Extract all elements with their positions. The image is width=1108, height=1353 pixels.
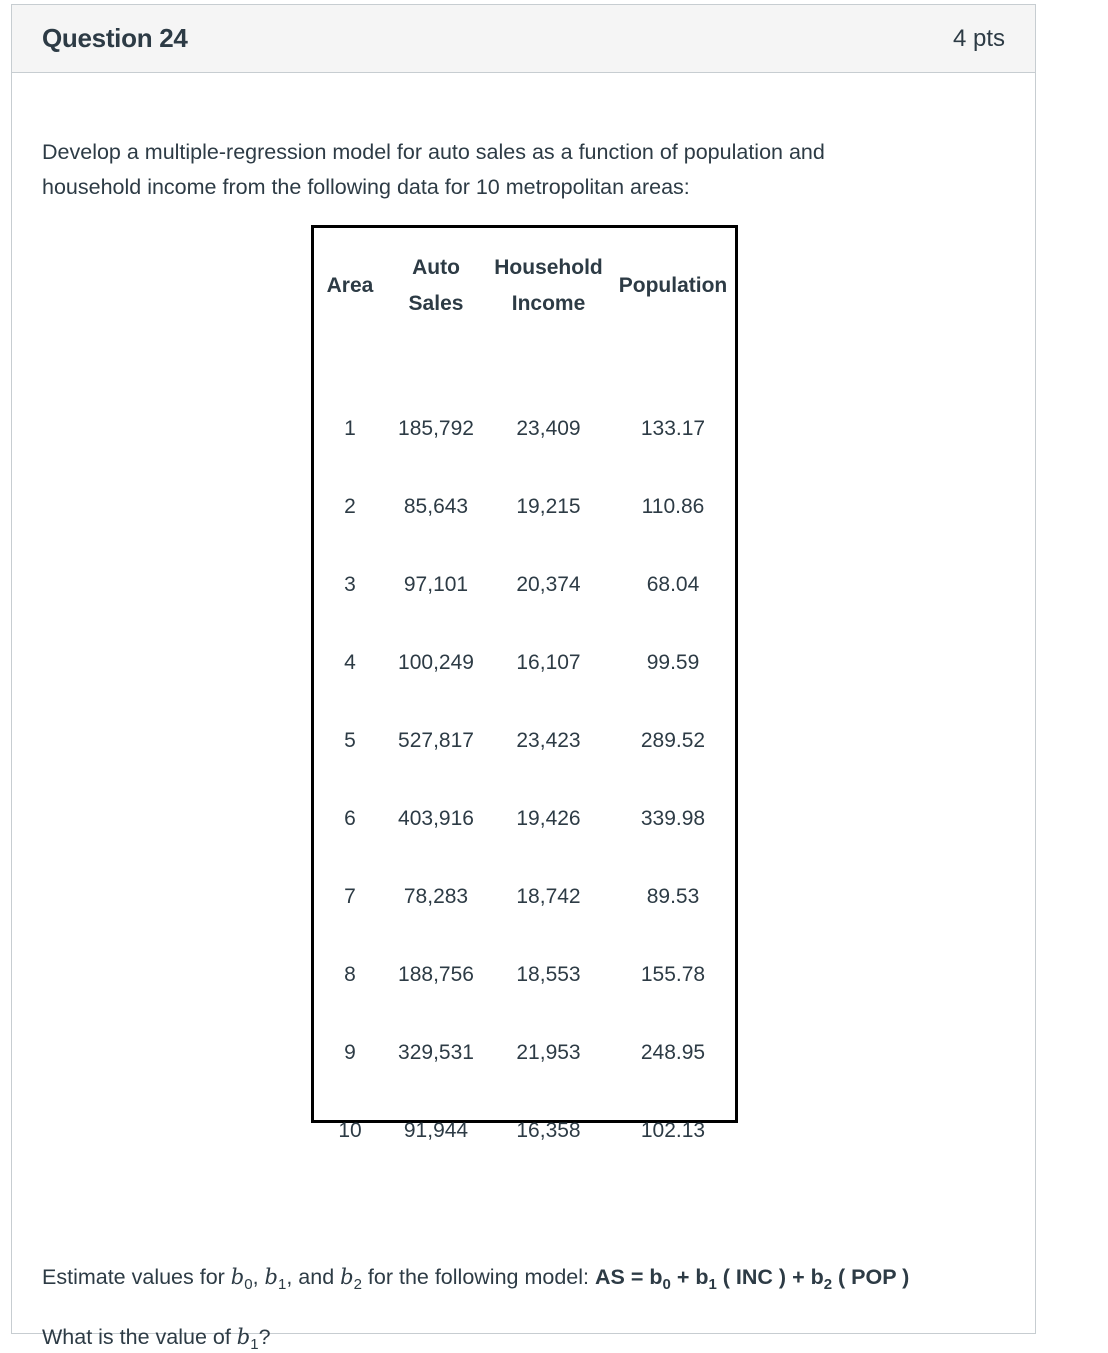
cell-area: 8 bbox=[344, 963, 356, 986]
cell-population: 102.13 bbox=[640, 1119, 706, 1142]
cell-area: 3 bbox=[344, 573, 356, 596]
header-area: Area bbox=[326, 274, 374, 297]
question-prompt: What is the value of $b_1$? bbox=[42, 1325, 271, 1353]
cell-area: 6 bbox=[344, 807, 356, 830]
cell-population: 110.86 bbox=[641, 495, 705, 518]
table-row bbox=[314, 468, 735, 546]
cell-population: 155.78 bbox=[640, 963, 706, 986]
cell-household-income: 18,742 bbox=[516, 885, 581, 908]
cell-auto-sales: 329,531 bbox=[398, 1041, 474, 1064]
cell-population: 339.98 bbox=[640, 807, 706, 830]
cell-auto-sales: 527,817 bbox=[398, 729, 474, 752]
cell-auto-sales: 97,101 bbox=[403, 573, 469, 596]
cell-household-income: 19,215 bbox=[516, 495, 581, 518]
table-row bbox=[314, 702, 735, 780]
cell-auto-sales: 185,792 bbox=[398, 417, 474, 440]
cell-population: 89.53 bbox=[646, 885, 700, 908]
estimate-instruction: Estimate values for $b_0$, $b_1$, and $b_2$ for the following model: AS = $b_0 + b_1$ ( INC ) + $b_2$ ( POP ) bbox=[42, 1265, 910, 1293]
cell-auto-sales: 100,249 bbox=[398, 651, 474, 674]
cell-household-income: 21,953 bbox=[516, 1041, 581, 1064]
table-row bbox=[314, 546, 735, 624]
cell-area: 7 bbox=[344, 885, 356, 908]
cell-household-income: 23,423 bbox=[516, 729, 581, 752]
cell-auto-sales: 188,756 bbox=[398, 963, 474, 986]
cell-household-income: 20,374 bbox=[516, 573, 581, 596]
table-row bbox=[314, 858, 735, 936]
table-row bbox=[314, 386, 735, 468]
regression-model: AS = $b_0 + b_1$ ( INC ) + $b_2$ ( POP ) bbox=[594, 1265, 910, 1293]
cell-area: 2 bbox=[344, 495, 356, 518]
cell-auto-sales: 403,916 bbox=[398, 807, 474, 830]
cell-population: 289.52 bbox=[640, 729, 706, 752]
cell-population: 99.59 bbox=[646, 651, 700, 674]
table-header-row bbox=[314, 228, 735, 386]
cell-household-income: 18,553 bbox=[516, 963, 581, 986]
cell-population: 133.17 bbox=[640, 417, 706, 440]
cell-area: 10 bbox=[338, 1119, 362, 1142]
question-points: 4 pts bbox=[952, 24, 1005, 52]
header-population: Population bbox=[618, 274, 728, 297]
table-row bbox=[314, 1014, 735, 1092]
table-row bbox=[314, 1092, 735, 1170]
cell-population: 248.95 bbox=[640, 1041, 706, 1064]
cell-household-income: 23,409 bbox=[516, 417, 581, 440]
cell-household-income: 16,107 bbox=[516, 651, 581, 674]
question-title: Question 24 bbox=[42, 23, 188, 53]
header-household-income: Household Income bbox=[494, 256, 603, 315]
question-intro bbox=[42, 135, 942, 205]
cell-area: 4 bbox=[344, 651, 356, 674]
data-table-frame bbox=[311, 225, 738, 1142]
table-row bbox=[314, 780, 735, 858]
intro-line-2: household income from the following data for 10 metropolitan areas: bbox=[42, 175, 690, 199]
cell-household-income: 19,426 bbox=[516, 807, 581, 830]
cell-household-income: 16,358 bbox=[516, 1119, 581, 1142]
table-row bbox=[314, 624, 735, 702]
cell-auto-sales: 91,944 bbox=[403, 1119, 469, 1142]
data-table bbox=[314, 228, 735, 1170]
intro-line-1: Develop a multiple-regression model for auto sales as a function of population and bbox=[42, 140, 825, 164]
question-header bbox=[12, 5, 1035, 73]
cell-population: 68.04 bbox=[646, 573, 700, 596]
cell-area: 9 bbox=[344, 1041, 356, 1064]
cell-auto-sales: 78,283 bbox=[403, 885, 469, 908]
cell-auto-sales: 85,643 bbox=[403, 495, 469, 518]
header-auto-sales: Auto Sales bbox=[408, 256, 464, 315]
cell-area: 1 bbox=[344, 417, 356, 440]
table-row bbox=[314, 936, 735, 1014]
question-card bbox=[11, 4, 1036, 1353]
cell-area: 5 bbox=[344, 729, 356, 752]
